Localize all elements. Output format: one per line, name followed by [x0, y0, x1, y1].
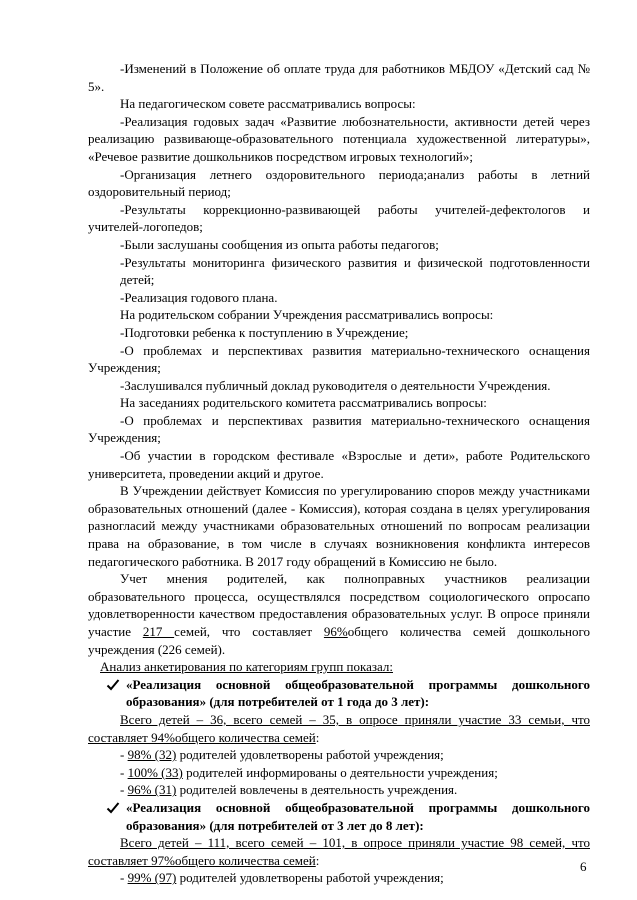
paragraph-annual-plan: -Реализация годового плана. — [120, 289, 278, 305]
survey-text-middle: семей, что составляет — [174, 624, 324, 639]
group-1-summary — [88, 711, 590, 746]
paragraph-parents-committee-heading: На заседаниях родительского комитета рассматривались вопросы: — [120, 395, 487, 411]
item-dash: - — [120, 747, 128, 763]
group-1-title — [88, 676, 590, 711]
item-dash: - — [120, 782, 128, 798]
paragraph-experience-reports: -Были заслушаны сообщения из опыта работы педагогов; — [120, 236, 439, 252]
survey-participants-count: 217 — [142, 624, 175, 639]
group-1-involved-text: родителей вовлечены в деятельность учреждения. — [176, 782, 458, 798]
paragraph-technical-equipment-2: -О проблемах и перспективах развития материально-технического оснащения Учреждения; — [88, 412, 590, 446]
paragraph-summer-period: -Организация летнего оздоровительного периода;анализ работы в летний оздоровительный период; — [88, 166, 590, 200]
page-number: 6 — [580, 859, 587, 874]
group-1-involved-value: 96% (31) — [127, 782, 177, 798]
group-1-summary-colon: : — [315, 729, 320, 745]
item-dash: - — [120, 764, 128, 780]
group-2-satisfied-text: родителей удовлетворены работой учреждения; — [176, 870, 444, 886]
paragraph-parents-survey — [88, 570, 590, 658]
group-2-summary-colon: : — [315, 852, 320, 868]
group-1-item-involved — [88, 781, 590, 799]
group-1-item-satisfied — [88, 746, 590, 764]
survey-text-end: общего количества семей дошкольного учреждения (226 семей). — [88, 624, 590, 657]
page-content — [88, 60, 590, 887]
paragraph-city-festival: -Об участии в городском фестивале «Взрослые и дети», работе Родительского университета, проведении акций и другое. — [88, 448, 590, 481]
survey-participation-percent: 96% — [323, 624, 348, 639]
group-1-informed-text: родителей информированы о деятельности учреждения; — [182, 764, 498, 780]
group-2-satisfied-value: 99% (97) — [127, 870, 177, 886]
paragraph-disputes-commission: В Учреждении действует Комиссия по урегулированию споров между участниками образовательных отношений (далее - Комиссия), которая создана в целях урегулирования разногласий между участниками образовательных отношений по вопросам реализации права на образование, в том числе в случаях возникновения конфликта интересов педагогического работника. В 2017 году обращений в Комиссию не было. — [88, 483, 590, 569]
paragraph-analysis-heading — [88, 658, 590, 676]
group-2-item-satisfied — [88, 869, 590, 887]
paragraph-salary-regulation: -Изменений в Положение об оплате труда для работников МБДОУ «Детский сад № 5». — [88, 61, 590, 94]
group-1-satisfied-value: 98% (32) — [127, 747, 177, 763]
group-2-title — [88, 799, 590, 834]
survey-text-start: Учет мнения родителей, как полноправных участников реализации образовательного процесса, осуществлялся посредством социологического опросапо удовлетворенности качеством предоставления образовательных услуг. В опросе приняли участие — [88, 571, 590, 639]
paragraph-technical-equipment-1: -О проблемах и перспективах развития материально-технического оснащения Учреждения; — [88, 342, 590, 376]
group-1-satisfied-text: родителей удовлетворены работой учреждения; — [176, 747, 444, 763]
group-2-summary-text: Всего детей – 111, всего семей – 101, в опросе приняли участие 98 семей, что составляет 97%общего количества семей — [88, 835, 590, 868]
paragraph-correction-results: -Результаты коррекционно-развивающей работы учителей-дефектологов и учителей-логопедов; — [88, 201, 590, 235]
group-1-title-text: «Реализация основной общеобразовательной программы дошкольного образования» (для потребителей от 1 года до 3 лет): — [126, 676, 590, 710]
paragraph-parents-meeting-heading: На родительском собрании Учреждения рассматривались вопросы: — [120, 307, 494, 323]
analysis-heading-text: Анализ анкетирования по категориям групп показал: — [100, 659, 393, 675]
group-2-title-text: «Реализация основной общеобразовательной программы дошкольного образования» (для потребителей от 3 лет до 8 лет): — [126, 799, 590, 833]
group-2-summary — [88, 834, 590, 869]
group-1-summary-text: Всего детей – 36, всего семей – 35, в опросе приняли участие 33 семьи, что составляет 94%общего количества семей — [88, 711, 590, 745]
paragraph-teachers-council-heading: На педагогическом совете рассматривались вопросы: — [120, 96, 416, 112]
paragraph-child-preparation: -Подготовки ребенка к поступлению в Учреждение; — [120, 324, 409, 340]
paragraph-monitoring-results: -Результаты мониторинга физического развития и физической подготовленности детей; — [120, 254, 590, 288]
paragraph-public-report: -Заслушивался публичный доклад руководителя о деятельности Учреждения. — [120, 377, 551, 393]
checkmark-icon — [106, 799, 120, 816]
paragraph-annual-tasks: -Реализация годовых задач «Развитие любознательности, активности детей через реализацию развивающе-образовательного потенциала художественной литературы», «Речевое развитие дошкольников посредством игровых технологий»; — [88, 113, 590, 164]
group-1-item-informed — [88, 764, 590, 782]
group-1-informed-value: 100% (33) — [127, 764, 183, 780]
item-dash: - — [120, 870, 128, 886]
checkmark-icon — [106, 676, 120, 693]
